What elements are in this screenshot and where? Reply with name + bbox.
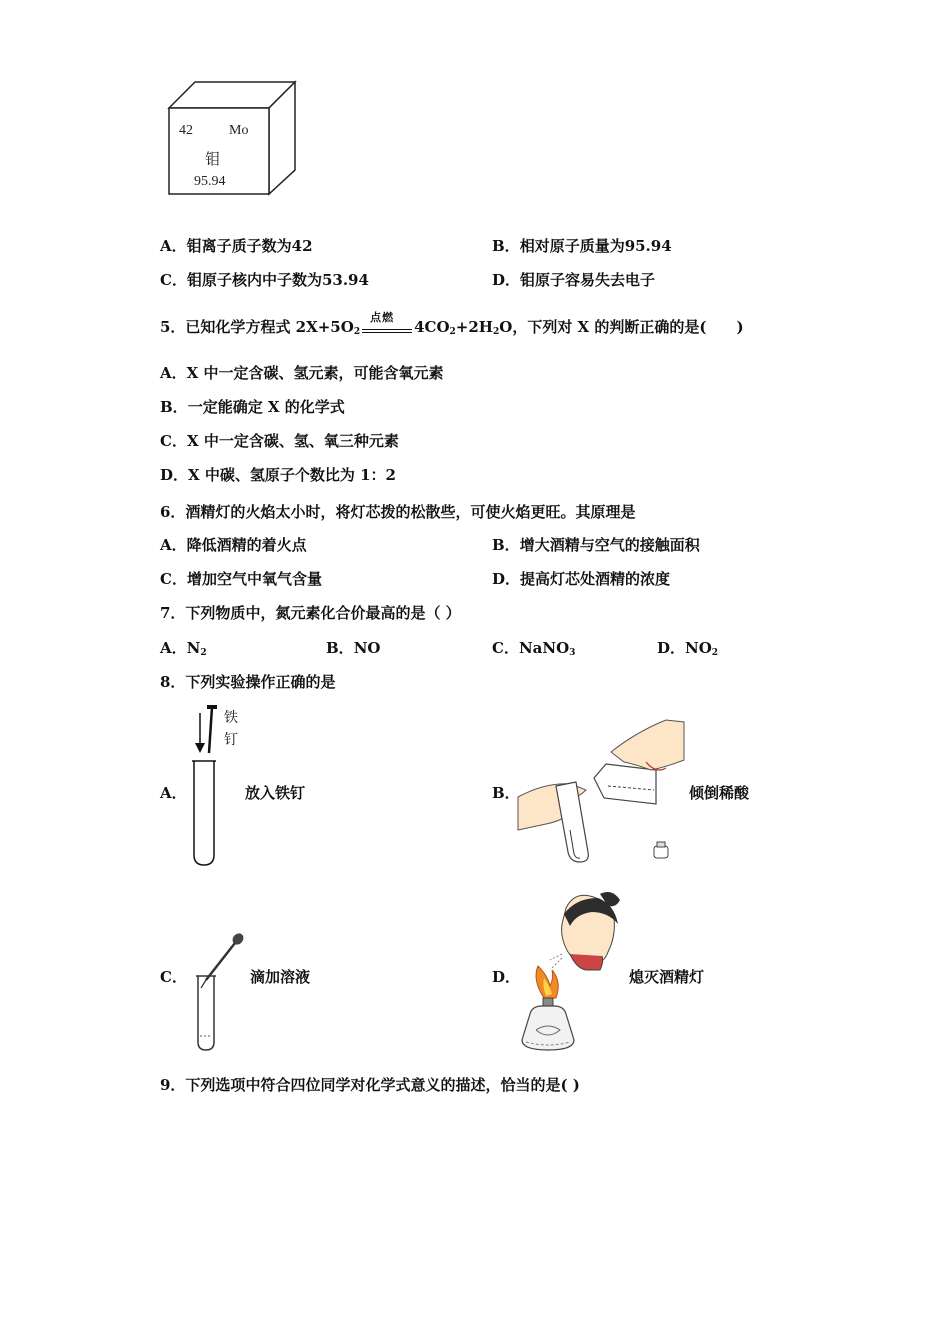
q7-option-d: D．$NO_2$ [657, 639, 719, 658]
q6-option-b: B．增大酒精与空气的接触面积 [492, 536, 700, 554]
q8-option-c-label: C． [160, 968, 187, 986]
q8-option-b-caption: 倾倒稀酸 [689, 784, 750, 802]
q8-option-a-label: A． [160, 784, 187, 802]
reaction-arrow [360, 311, 414, 337]
element-symbol: Mo [229, 123, 249, 138]
q6-option-a: A．降低酒精的着火点 [160, 536, 307, 554]
q7-option-b: B．NO [326, 639, 381, 657]
dropper-illustration [192, 930, 252, 1055]
q5-stem: 5．已知化学方程式 $2X+5O_2$ 点燃 $4CO_2+2H_2O$，下列对 X 的判断正确的是( ) [160, 317, 744, 342]
q8-option-d-caption: 熄灭酒精灯 [629, 968, 705, 986]
q4-option-b: B．相对原子质量为95.94 [492, 237, 672, 255]
element-name: 钼 [205, 150, 221, 168]
nail-label-1: 铁 [224, 710, 238, 726]
reaction-condition: 点燃 [370, 311, 395, 324]
q5-option-b: B．一定能确定 X 的化学式 [160, 398, 345, 416]
q7-stem: 7．下列物质中，氮元素化合价最高的是（ ） [160, 604, 461, 622]
q5-option-c: C．X 中一定含碳、氢、氧三种元素 [160, 432, 399, 450]
q6-option-d: D．提高灯芯处酒精的浓度 [492, 570, 671, 588]
test-tube-icon [188, 703, 248, 868]
q4-option-c: C．钼原子核内中子数为53.94 [160, 271, 369, 289]
alcohol-lamp-illustration [516, 890, 626, 1055]
q6-option-c: C．增加空气中氧气含量 [160, 570, 322, 588]
pouring-illustration [516, 712, 686, 868]
nail-test-tube-illustration [188, 703, 248, 868]
q8-option-c-caption: 滴加溶液 [250, 968, 311, 986]
dropper-icon [192, 930, 252, 1055]
pouring-hands-icon [516, 712, 686, 868]
q7-option-c: C．NaNO$_3$ [492, 639, 576, 658]
q5-option-d: D．X 中碳、氢原子个数比为 1：2 [160, 466, 396, 484]
q8-option-a-caption: 放入铁钉 [245, 784, 306, 802]
atomic-number: 42 [179, 123, 193, 138]
q4-option-d: D．钼原子容易失去电子 [492, 271, 656, 289]
element-card [165, 78, 300, 198]
q4-option-a: A．钼离子质子数为42 [160, 237, 313, 255]
q8-option-b-label: B． [492, 784, 520, 802]
atomic-mass: 95.94 [194, 174, 226, 189]
q8-stem: 8．下列实验操作正确的是 [160, 673, 336, 691]
q9-stem: 9．下列选项中符合四位同学对化学式意义的描述，恰当的是( ) [160, 1076, 580, 1094]
q7-option-a: A．$N_2$ [160, 639, 207, 658]
q5-option-a: A．X 中一定含碳、氢元素，可能含氧元素 [160, 364, 444, 382]
alcohol-lamp-icon [516, 890, 626, 1055]
q8-option-d-label: D． [492, 968, 521, 986]
nail-label-2: 钉 [224, 732, 238, 748]
q6-stem: 6．酒精灯的火焰太小时，将灯芯拨的松散些，可使火焰更旺。其原理是 [160, 503, 636, 521]
